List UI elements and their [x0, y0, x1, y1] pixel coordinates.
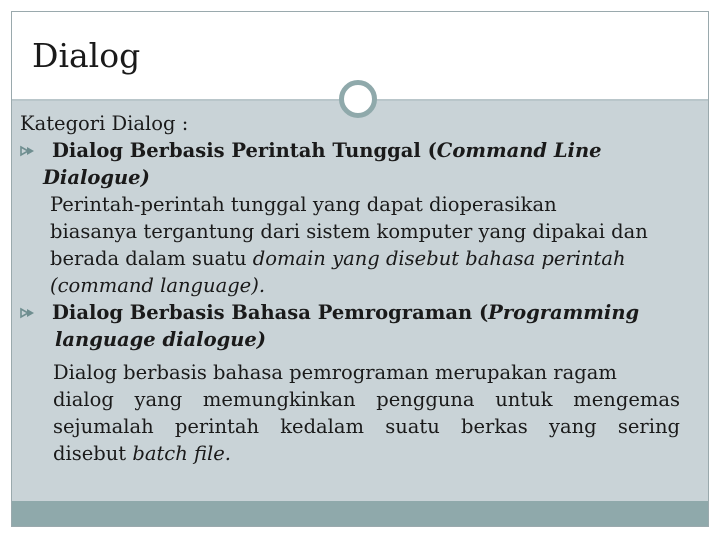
slide-body: [20, 110, 680, 467]
item2-body: [20, 359, 680, 467]
arrow-bullet-icon: [20, 307, 36, 319]
bullet-item-2-heading: [20, 299, 680, 326]
item1-heading-italic: Command Line: [436, 139, 602, 162]
item2-heading-text: Dialog Berbasis Bahasa Pemrograman (: [52, 301, 489, 324]
item1-body-line-3: [20, 245, 680, 272]
item1-heading-continuation: Dialogue): [43, 166, 150, 189]
item2-body-line-3: sejumalah perintah kedalam suatu berkas yang sering: [53, 415, 680, 438]
footer-band: [12, 501, 708, 526]
item1-body-line-3-text: berada dalam suatu: [50, 247, 253, 270]
item2-body-line-4: [53, 440, 680, 467]
bullet-item-1-heading: [20, 137, 680, 164]
item1-heading-text: Dialog Berbasis Perintah Tunggal (: [52, 139, 437, 162]
item1-body-line-1: Perintah-perintah tunggal yang dapat dioperasikan: [50, 193, 557, 216]
item1-body-line-3-italic: domain yang disebut bahasa perintah: [252, 247, 626, 270]
item1-body-line-2: biasanya tergantung dari sistem komputer yang dipakai dan: [50, 220, 648, 243]
item2-body-line-2: dialog yang memungkinkan pengguna untuk mengemas: [53, 388, 680, 411]
arrow-bullet-icon: [20, 145, 36, 157]
item2-body-line-1: Dialog berbasis bahasa pemrograman merupakan ragam: [53, 361, 617, 384]
category-label: Kategori Dialog :: [20, 112, 189, 135]
slide-title: Dialog: [32, 36, 141, 75]
item1-body-line-4: (command language).: [50, 274, 266, 297]
item2-body-line-4-italic: batch file.: [132, 442, 231, 465]
item2-heading-italic: Programming: [488, 301, 640, 324]
item2-body-line-4-text: disebut: [53, 442, 133, 465]
item2-heading-continuation: language dialogue): [55, 328, 267, 351]
